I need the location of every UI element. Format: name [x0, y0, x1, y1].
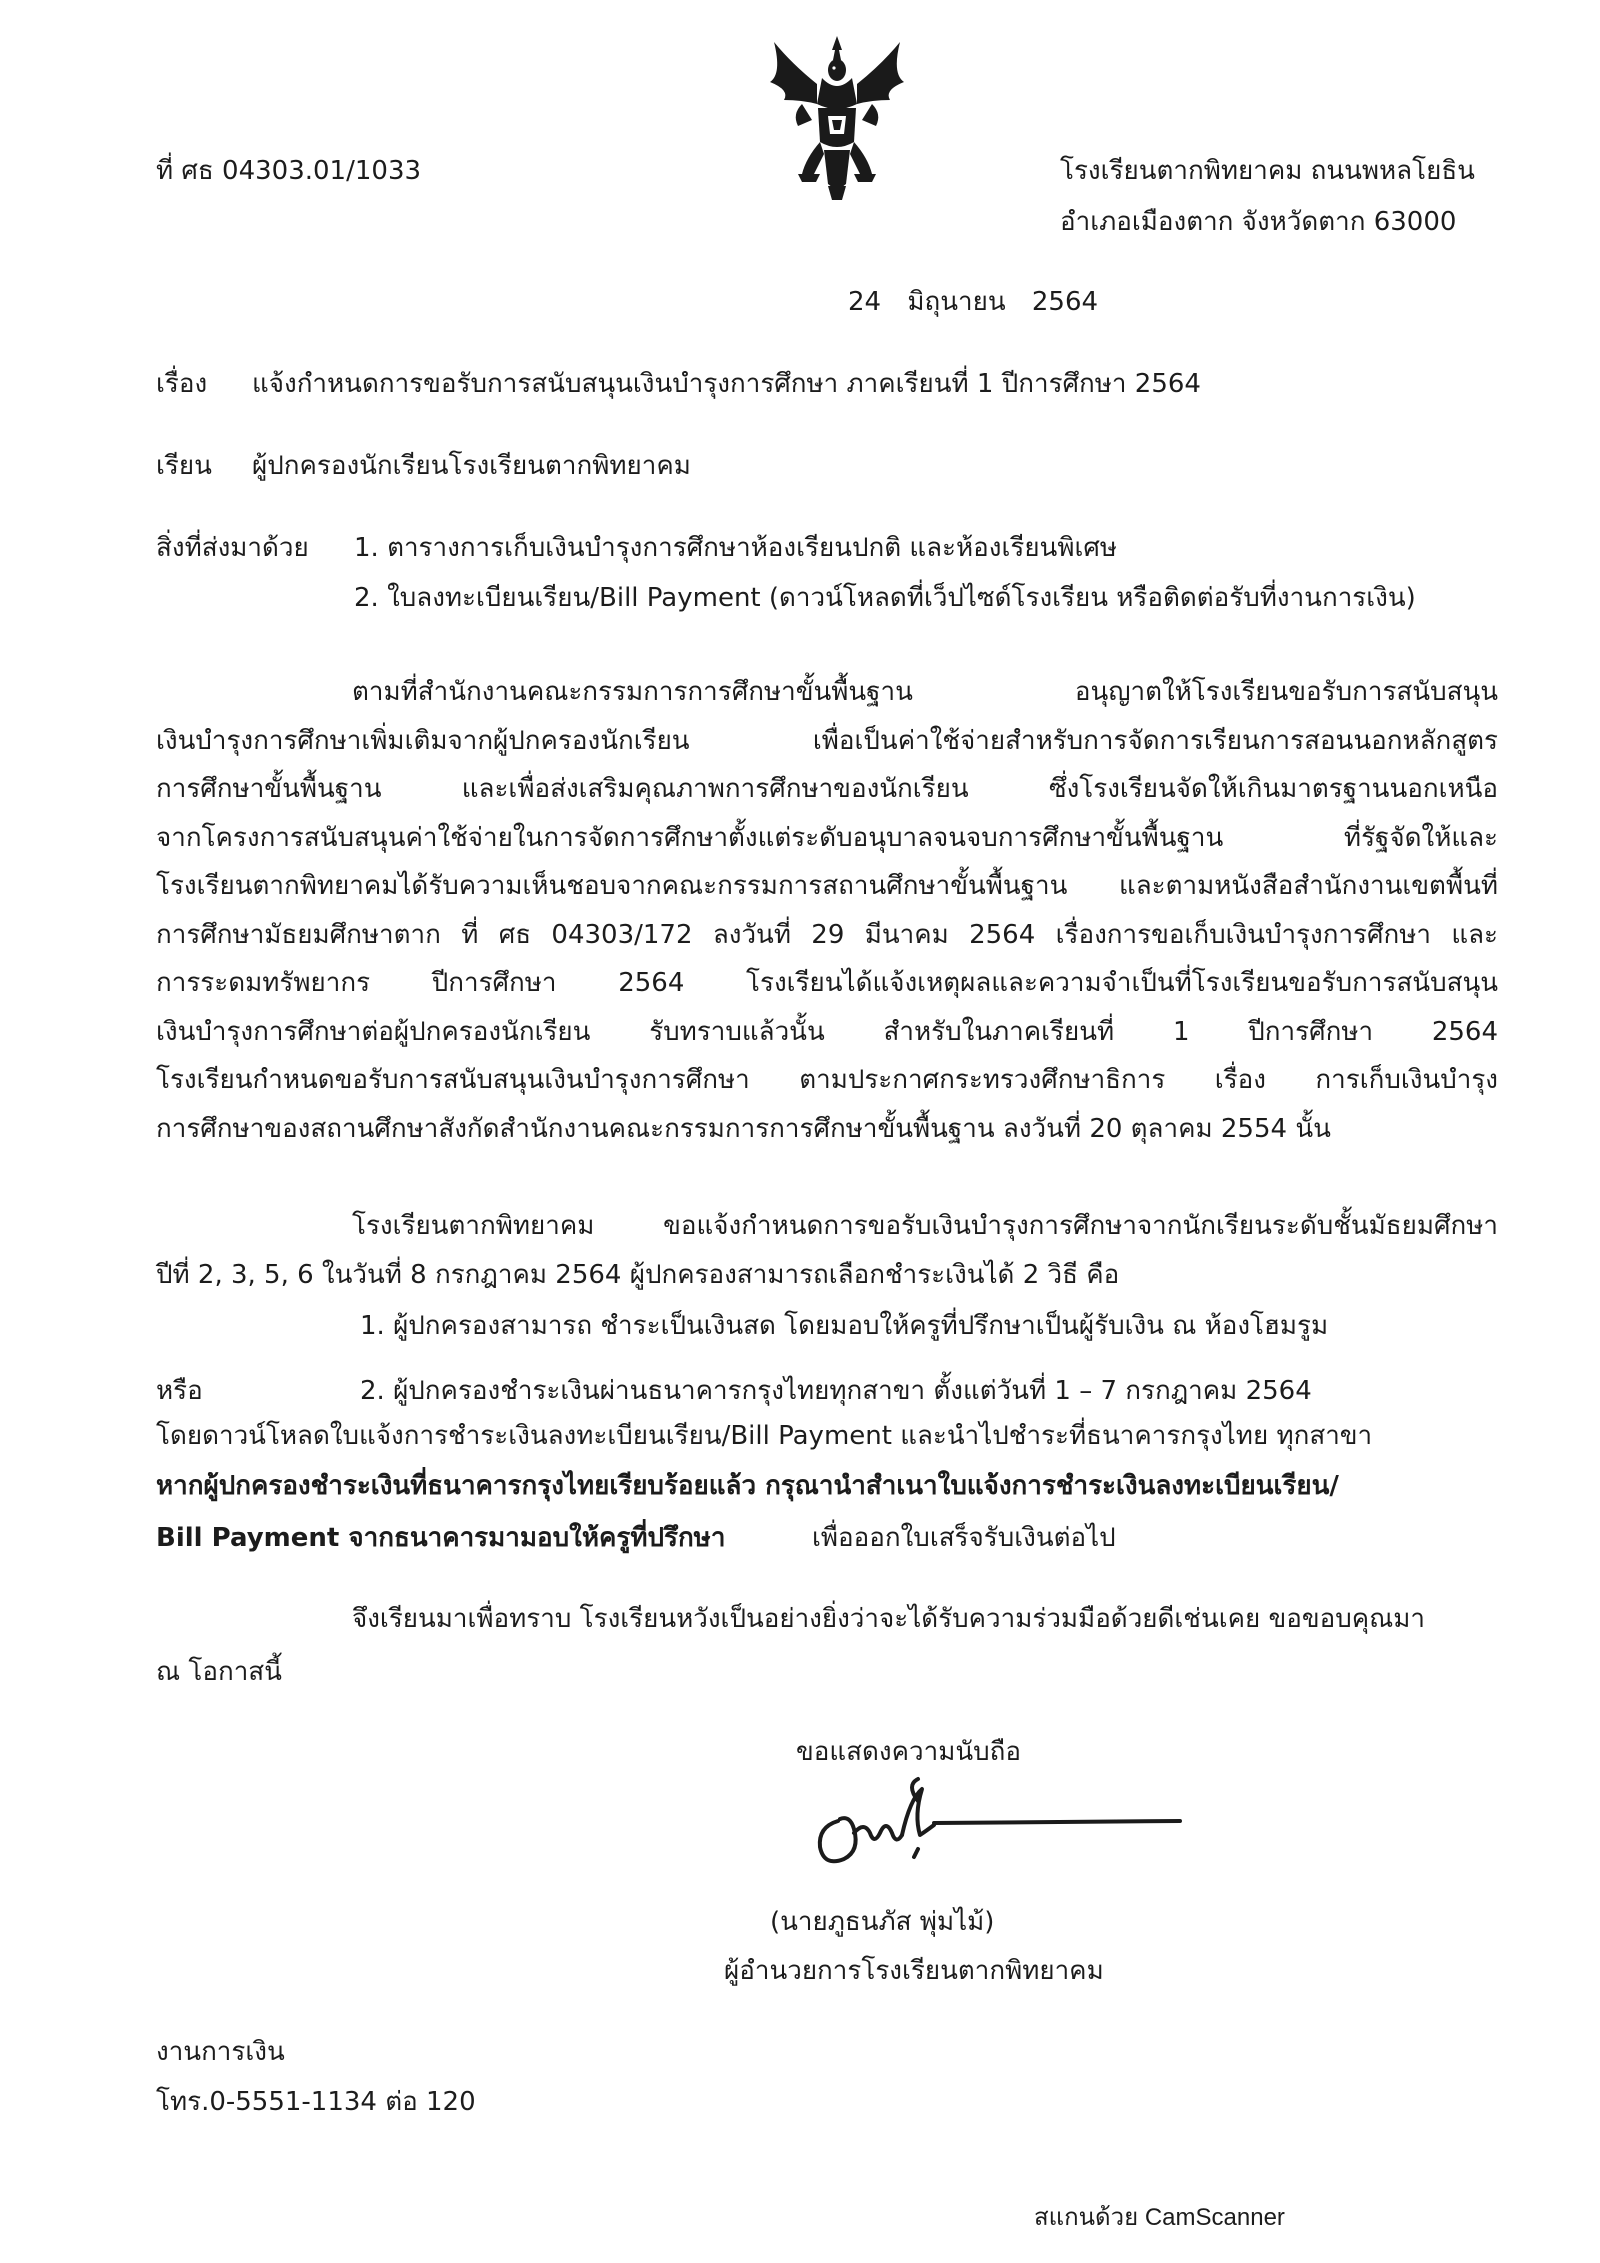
school-address-line1: โรงเรียนตากพิทยาคม ถนนพหลโยธิน: [1060, 156, 1475, 186]
subject-text: แจ้งกำหนดการขอรับการสนับสนุนเงินบำรุงการศึกษา ภาคเรียนที่ 1 ปีการศึกษา 2564: [252, 369, 1201, 399]
scanner-watermark: สแกนด้วย CamScanner: [1034, 2204, 1285, 2231]
receipt-note: เพื่อออกใบเสร็จรับเงินต่อไป: [812, 1523, 1116, 1553]
body-paragraph-1: [156, 676, 1498, 1161]
school-address-line2: อำเภอเมืองตาก จังหวัดตาก 63000: [1060, 207, 1457, 237]
closing-line-1: จึงเรียนมาเพื่อทราบ โรงเรียนหวังเป็นอย่างยิ่งว่าจะได้รับความร่วมมือด้วยดีเช่นเคย ขอขอบคุณมา: [352, 1604, 1426, 1634]
paragraph-line: เงินบำรุงการศึกษาเพิ่มเติมจากผู้ปกครองนักเรียน เพื่อเป็นค่าใช้จ่ายสำหรับการจัดการเรียนการสอนนอกหลักสูตร: [156, 725, 1498, 756]
paragraph-line: จากโครงการสนับสนุนค่าใช้จ่ายในการจัดการศึกษาตั้งแต่ระดับอนุบาลจนจบการศึกษาขั้นพื้นฐาน ที่รัฐจัดให้และ: [156, 822, 1498, 853]
paragraph-line: เงินบำรุงการศึกษาต่อผู้ปกครองนักเรียน รับทราบแล้วนั้น สำหรับในภาคเรียนที่ 1 ปีการศึกษา 2564: [156, 1016, 1498, 1047]
payment-option-2: 2. ผู้ปกครองชำระเงินผ่านธนาคารกรุงไทยทุกสาขา ตั้งแต่วันที่ 1 – 7 กรกฎาคม 2564: [360, 1376, 1312, 1406]
paragraph-line: โรงเรียนกำหนดขอรับการสนับสนุนเงินบำรุงการศึกษา ตามประกาศกระทรวงศึกษาธิการ เรื่อง การเก็บเงินบำรุง: [156, 1065, 1498, 1095]
payment-option-2-detail: โดยดาวน์โหลดใบแจ้งการชำระเงินลงทะเบียนเรียน/Bill Payment และนำไปชำระที่ธนาคารกรุงไทย ทุกสาขา: [156, 1421, 1373, 1451]
body-paragraph-2: [156, 1210, 1498, 1307]
reference-number: ที่ ศธ 04303.01/1033: [156, 156, 422, 186]
paragraph-line: โรงเรียนตากพิทยาคมได้รับความเห็นชอบจากคณะกรรมการสถานศึกษาขั้นพื้นฐาน และตามหนังสือสำนักงานเขตพื้นที่: [156, 871, 1498, 901]
signatory-position: ผู้อำนวยการโรงเรียนตากพิทยาคม: [724, 1956, 1104, 1986]
enclosures-label: สิ่งที่ส่งมาด้วย: [156, 533, 309, 563]
bold-notice-line-2: Bill Payment จากธนาคารมามอบให้ครูที่ปรึกษา: [156, 1523, 726, 1553]
signature-image: [810, 1775, 1190, 1875]
salutation: ขอแสดงความนับถือ: [796, 1737, 1021, 1767]
paragraph-line: การระดมทรัพยากร ปีการศึกษา 2564 โรงเรียนได้แจ้งเหตุผลและความจำเป็นที่โรงเรียนขอรับการสนับสนุน: [156, 968, 1498, 998]
paragraph-line: ตามที่สำนักงานคณะกรรมการการศึกษาขั้นพื้นฐาน อนุญาตให้โรงเรียนขอรับการสนับสนุน: [352, 677, 1498, 707]
recipient-label: เรียน: [156, 451, 212, 481]
recipient-text: ผู้ปกครองนักเรียนโรงเรียนตากพิทยาคม: [252, 451, 691, 481]
payment-option-1: 1. ผู้ปกครองสามารถ ชำระเป็นเงินสด โดยมอบให้ครูที่ปรึกษาเป็นผู้รับเงิน ณ ห้องโฮมรูม: [360, 1311, 1329, 1341]
signatory-name: (นายภูธนภัส พุ่มไม้): [770, 1907, 995, 1937]
closing-line-2: ณ โอกาสนี้: [156, 1657, 282, 1687]
subject-label: เรื่อง: [156, 369, 208, 399]
footer-department: งานการเงิน: [156, 2037, 285, 2067]
bold-notice-line-1: หากผู้ปกครองชำระเงินที่ธนาคารกรุงไทยเรียบร้อยแล้ว กรุณานำสำเนาใบแจ้งการชำระเงินลงทะเบียนเรียน/: [156, 1471, 1339, 1501]
enclosure-item-1: 1. ตารางการเก็บเงินบำรุงการศึกษาห้องเรียนปกติ และห้องเรียนพิเศษ: [354, 533, 1118, 563]
paragraph-line: การศึกษาขั้นพื้นฐาน และเพื่อส่งเสริมคุณภาพการศึกษาของนักเรียน ซึ่งโรงเรียนจัดให้เกินมาตรฐานนอกเหนือ: [156, 774, 1498, 804]
footer-phone: โทร.0-5551-1134 ต่อ 120: [156, 2087, 476, 2117]
garuda-emblem-icon: [762, 34, 912, 204]
paragraph-line: การศึกษาของสถานศึกษาสังกัดสำนักงานคณะกรรมการการศึกษาขั้นพื้นฐาน ลงวันที่ 20 ตุลาคม 2554 นั้น: [156, 1113, 1331, 1144]
paragraph-line: การศึกษามัธยมศึกษาตาก ที่ ศธ 04303/172 ลงวันที่ 29 มีนาคม 2564 เรื่องการขอเก็บเงินบำรุงการศึกษา และ: [156, 919, 1498, 950]
or-label: หรือ: [156, 1376, 203, 1406]
enclosure-item-2: 2. ใบลงทะเบียนเรียน/Bill Payment (ดาวน์โหลดที่เว็ปไซด์โรงเรียน หรือติดต่อรับที่งานการเงิน): [354, 583, 1416, 613]
paragraph-line: โรงเรียนตากพิทยาคม ขอแจ้งกำหนดการขอรับเงินบำรุงการศึกษาจากนักเรียนระดับชั้นมัธยมศึกษา: [352, 1211, 1498, 1241]
paragraph-line: ปีที่ 2, 3, 5, 6 ในวันที่ 8 กรกฎาคม 2564 ผู้ปกครองสามารถเลือกชำระเงินได้ 2 วิธี คือ: [156, 1259, 1120, 1290]
letter-date: 24 มิถุนายน 2564: [848, 287, 1099, 317]
